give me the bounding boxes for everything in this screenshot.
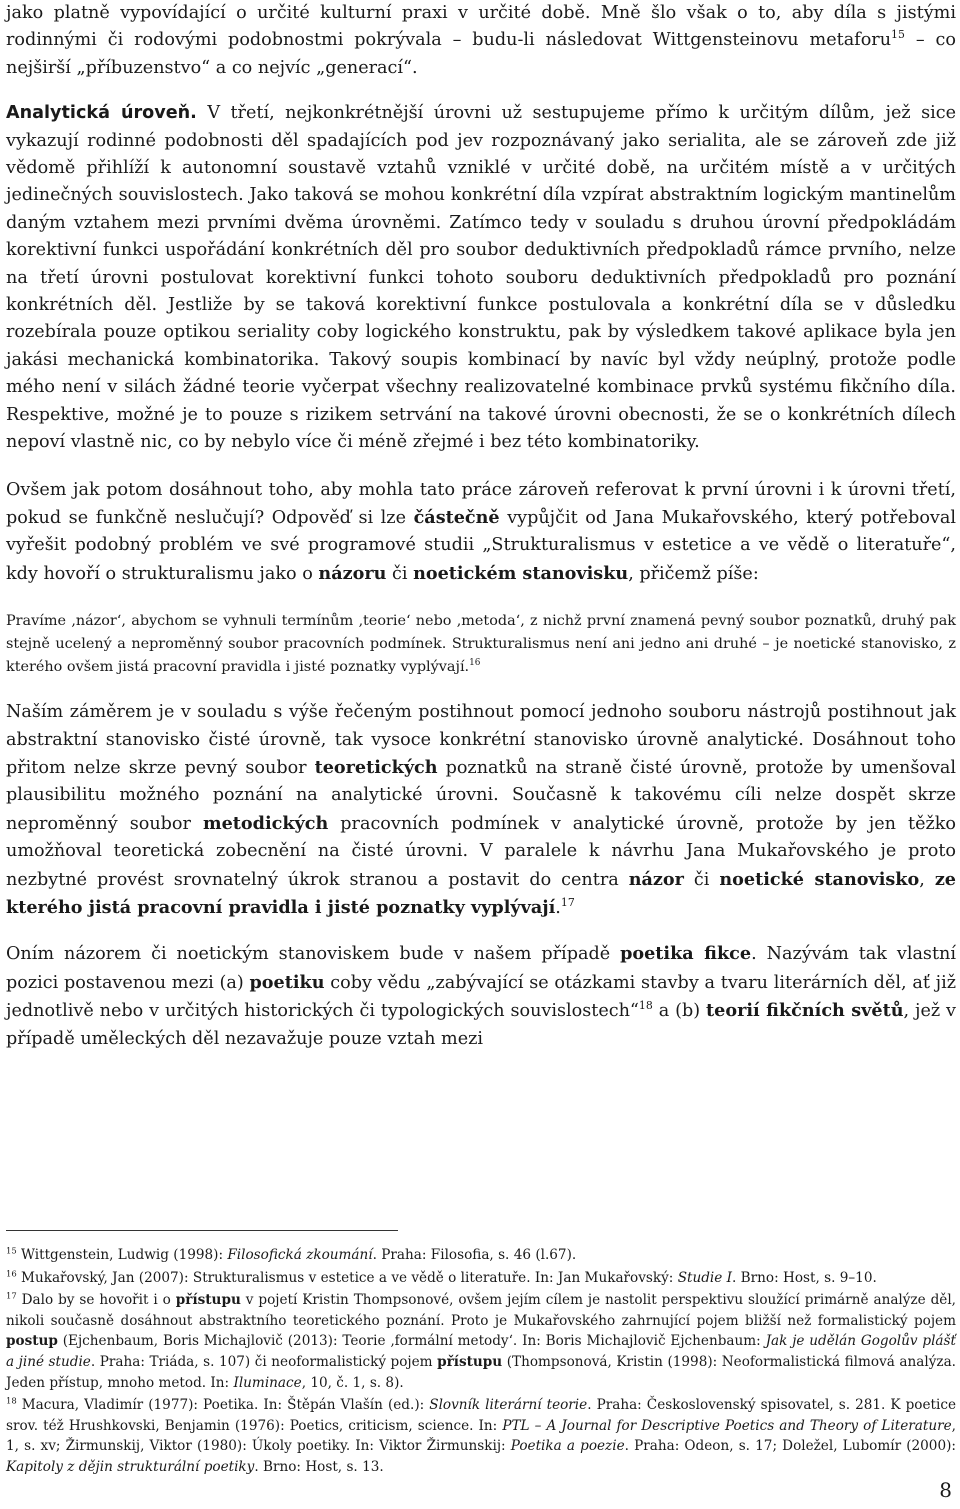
footnote-17: [6, 1290, 956, 1393]
paragraph-aim: [6, 699, 956, 922]
page-body: [6, 0, 956, 1053]
paragraph-mukarovsky: [6, 477, 956, 589]
paragraph-poetics-of-fiction: [6, 940, 956, 1053]
text-run: . Praha: Filosofia, s. 46 (l.67).: [372, 1247, 577, 1263]
text-run: jako platně vypovídající o určité kulturní praxi v určité době. Mně šlo však o to, aby díla s jistými rodinnými či rodovými podobnostmi pokrývala – budu-li následovat Wittgensteinovu metaforu: [6, 3, 956, 51]
text-run: . Brno: Host, s. 9–10.: [732, 1269, 877, 1286]
text-run: , 10, č. 1, s. 8).: [301, 1374, 404, 1391]
text-run: vypůjčit od Jana Mukařovského, který potřeboval vyřešit podobný problém ve své programové studii „Strukturalismus v estetice a ve vědě o literatuře“, kdy hovoří o strukturalismu jako o: [6, 507, 956, 584]
bold-run: částečně: [413, 506, 500, 528]
footnote-separator: [6, 1230, 398, 1231]
paragraph-1: [6, 0, 956, 82]
bold-run: metodických: [202, 812, 329, 834]
text-run: . Praha: Triáda, s. 107) či neoformalistický pojem: [90, 1353, 438, 1370]
text-run: V třetí, nejkonkrétnější úrovni už sestupujeme přímo k určitým dílům, jež sice vykazují rodinné podobnosti děl spadajících pod jev rozpoznávaný jako serialita, ale se zároveň zde již vědomě přihlíží k autonomní soustavě vztahů vzniklé v určité době, na určitém místě a v určitých jedinečných souvislostech. Jako taková se mohou konkrétní díla vzpírat abstraktním logickým mantinelům daným vztahem mezi prvními dvěma úrovněmi. Zatímco tedy v souladu s druhou úrovní předpokládám korektivní funkci uspořádání konkrétních děl pro soubor deduktivních předpokladů rámce prvního, nelze na třetí úrovni postulovat korektivní funkci tohoto souboru deduktivních předpokladů pro poznání konkrétních děl. Jestliže by se taková korektivní funkce postulovala a konkrétní díla se v důsledku rozebírala pouze optikou seriality coby logického konstruktu, pak by výsledkem takové aplikace byla jen jakási mechanická kombinatorika. Takový soupis kombinací by navíc byl vždy neúplný, protože podle mého není v silách žádné teorie vyčerpat všechny realizovatelné kombinace prvků systému fikčního díla. Respektive, možné je to pouze s rizikem setrvání na takové úrovni obecnosti, že se o konkrétních dílech nepoví vlastně nic, co by nebylo více či méně zřejmé i bez této kombinatoriky.: [6, 103, 957, 453]
bold-run: noetickém stanovisku: [413, 562, 629, 584]
bold-run: názor: [628, 868, 684, 890]
text-run: pracovních podmínek v analytické úrovně, protože by jen těžko umožňoval teoretická zobecnění na čisté úrovni. V paralele k návrhu Jana Mukařovského je proto nezbytné provést srovnatelný úkrok stranou a postavit do centra: [6, 813, 957, 890]
bold-run: Analytická úroveň.: [6, 103, 197, 124]
footnote-18: [6, 1395, 956, 1477]
footnote-15: [6, 1245, 956, 1266]
italic-run: Filosofická zkoumání: [227, 1247, 373, 1263]
italic-run: Studie I: [677, 1269, 733, 1286]
italic-run: Slovník literární teorie: [429, 1397, 588, 1414]
text-run: . Praha: Československý spisovatel, s. 281. K poetice srov. též Hrushkovski, Benjamin (1976): Poetics, criticism, science. In:: [6, 1397, 957, 1434]
text-run: , přičemž píše:: [628, 563, 759, 584]
block-quote: [6, 610, 956, 679]
text-run: .: [555, 897, 561, 918]
bold-run: teorií fikčních světů: [706, 1000, 904, 1022]
text-run: . Praha: Odeon, s. 17; Doležel, Lubomír (2000):: [624, 1438, 956, 1455]
italic-run: Kapitoly z dějin strukturální poetiky: [6, 1458, 255, 1475]
text-run: . Brno: Host, s. 13.: [254, 1458, 384, 1475]
paragraph-analytical-level: [6, 100, 956, 456]
text-run: a (b): [652, 1001, 707, 1022]
footnote-ref: 18: [6, 1395, 17, 1406]
italic-run: Jak je udělán Gogolův plášť a jiné studie: [6, 1333, 956, 1370]
text-run: Ovšem jak potom dosáhnout toho, aby mohla tato práce zároveň referovat k první úrovni i k úrovni třetí, pokud se funkčně neslučují? Odpověď si lze: [6, 479, 956, 528]
footnote-ref: 16: [6, 1268, 17, 1279]
text-run: či: [683, 869, 720, 890]
bold-run: postup: [6, 1333, 58, 1350]
text-run: coby vědu „zabývající se otázkami stavby a tvaru literárních děl, ať již jednotlivě nebo v určitých historických či typologických souvislostech“: [6, 972, 956, 1022]
footnote-ref: 18: [638, 999, 653, 1013]
text-run: . Nazývám tak vlastní pozici postavenou mezi (a): [6, 944, 956, 993]
italic-run: Iluminace: [233, 1374, 302, 1391]
text-run: Oním názorem či noetickým stanoviskem bude v našem případě: [6, 944, 621, 965]
text-run: (Ejchenbaum, Boris Michajlovič (2013): Teorie ‚formální metody‘. In: Boris Michajlovič Ejchenbaum:: [57, 1333, 766, 1350]
text-run: (Thompsonová, Kristin (1998): Neoformalistická filmová analýza. Jeden přístup, mnoho metod. In:: [6, 1353, 956, 1391]
footnote-ref: 15: [6, 1245, 17, 1256]
text-run: Macura, Vladimír (1977): Poetika. In: Štěpán Vlašín (ed.):: [16, 1397, 430, 1414]
bold-run: poetiku: [249, 971, 325, 993]
text-run: Pravíme ‚názor‘, abychom se vyhnuli termínům ‚teorie‘ nebo ‚metoda‘, z nichž první znamená pevný soubor poznatků, druhý pak stejně ucelený a neproměnný soubor pracovních podmínek. Strukturalismus není ani jedno ani druhé – je noetické stanovisko, z kterého ovšem jistá pracovní pravidla i jisté poznatky vyplývají.: [6, 613, 956, 676]
text-run: Mukařovský, Jan (2007): Strukturalismus v estetice a ve vědě o literatuře. In: Jan Mukařovský:: [16, 1269, 678, 1286]
bold-run: teoretických: [314, 756, 438, 778]
footnote-ref: 17: [560, 896, 575, 910]
page-number: 8: [939, 1478, 952, 1502]
text-run: Dalo by se hovořit i o: [16, 1292, 176, 1309]
footnote-ref: 15: [891, 28, 905, 42]
bold-run: ze kterého jistá pracovní pravidla i jisté poznatky vyplývají: [6, 868, 956, 918]
bold-run: poetika fikce: [620, 943, 752, 965]
text-run: , jež v případě uměleckých děl nezavažuje pouze vztah mezi: [6, 1001, 956, 1049]
text-run: , 1, s. xv; Žirmunskij, Viktor (1980): Úkoly poetiky. In: Viktor Žirmunskij:: [6, 1417, 956, 1455]
footnote-ref: 16: [469, 658, 481, 669]
text-run: – co nejširší „příbuzenstvo“ a co nejvíc „generací“.: [6, 30, 956, 78]
bold-run: noetické stanovisko: [719, 868, 920, 890]
italic-run: Poetika a poezie: [510, 1438, 625, 1455]
bold-run: přístupu: [437, 1353, 503, 1370]
text-run: poznatků na straně čisté úrovně, protože by umenšoval plausibilitu možného poznání na analytické úrovni. Současně k takovému cíli nelze dospět skrze neproměnný soubor: [6, 757, 956, 834]
italic-run: PTL – A Journal for Descriptive Poetics and Theory of Literature: [502, 1417, 952, 1434]
text-run: Naším záměrem je v souladu s výše řečeným postihnout pomocí jednoho souboru nástrojů postihnout jak abstraktní stanovisko čisté úrovně, tak vysoce konkrétní stanovisko úrovně analytické. Dosáhnout toho přitom nelze skrze pevný soubor: [6, 702, 956, 778]
bold-run: názoru: [318, 562, 387, 584]
text-run: či: [386, 563, 414, 584]
footnotes: [6, 1230, 956, 1480]
text-run: ,: [919, 869, 935, 890]
text-run: Wittgenstein, Ludwig (1998):: [16, 1247, 228, 1263]
text-run: v pojetí Kristin Thompsonové, ovšem jejím cílem je nastolit perspektivu sloužící primárně analýze děl, nikoli současně dosáhnout abstraktního teoretického poznání. Proto je Mukařovského zahrnující pojem bližší než formalistický pojem: [6, 1292, 957, 1329]
footnote-ref: 17: [6, 1290, 17, 1301]
footnote-16: [6, 1268, 956, 1289]
bold-run: přístupu: [175, 1292, 241, 1309]
